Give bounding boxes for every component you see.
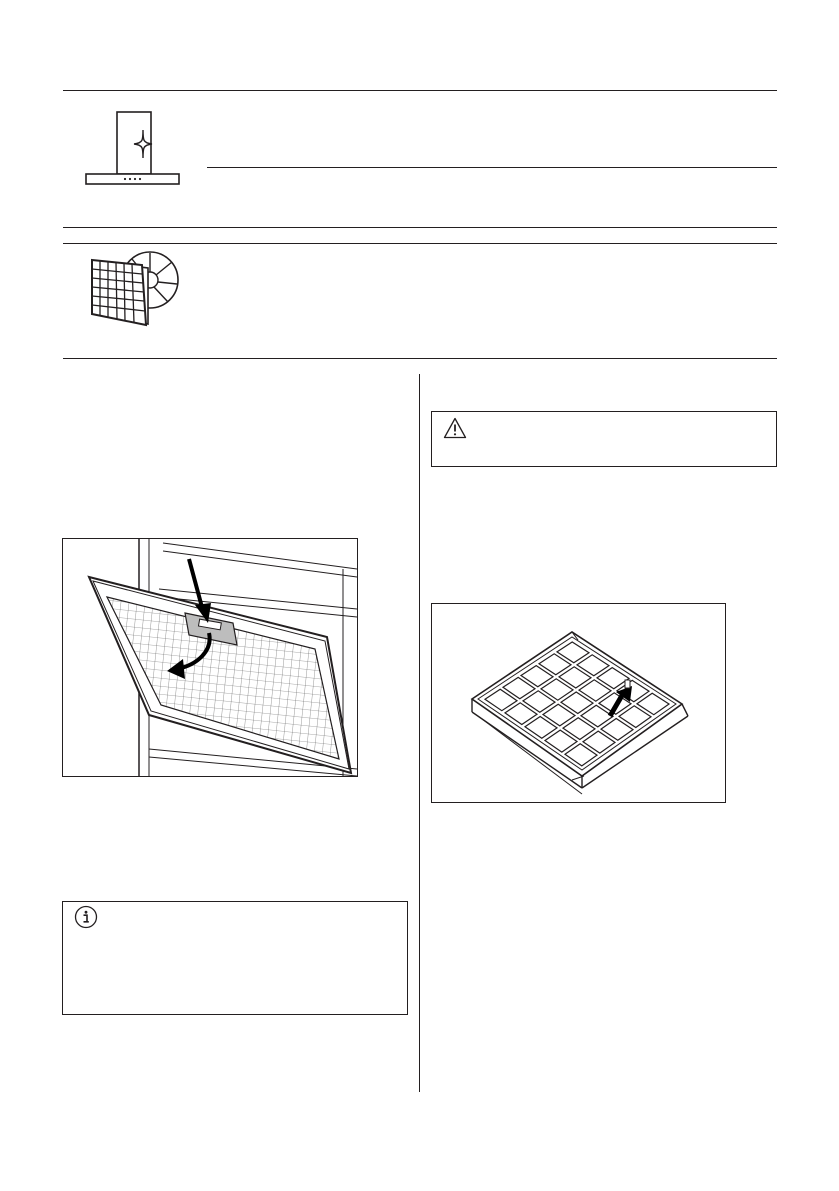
cooker-hood-sparkle-icon	[84, 110, 184, 190]
table-section-rule	[63, 227, 777, 228]
info-note-box	[62, 901, 408, 1015]
grease-and-carbon-filter-icon	[80, 250, 180, 330]
warning-triangle-icon	[443, 417, 467, 439]
table-top-rule	[63, 90, 777, 91]
table-bottom-rule	[63, 358, 777, 359]
column-divider	[419, 374, 420, 1092]
info-circle-icon	[74, 905, 98, 929]
table-inner-rule	[207, 167, 777, 168]
filter-cassette-removal-illustration	[431, 603, 726, 803]
grease-filter-release-illustration	[62, 538, 358, 777]
table-section-rule-2	[63, 243, 777, 244]
warning-box	[431, 411, 777, 467]
